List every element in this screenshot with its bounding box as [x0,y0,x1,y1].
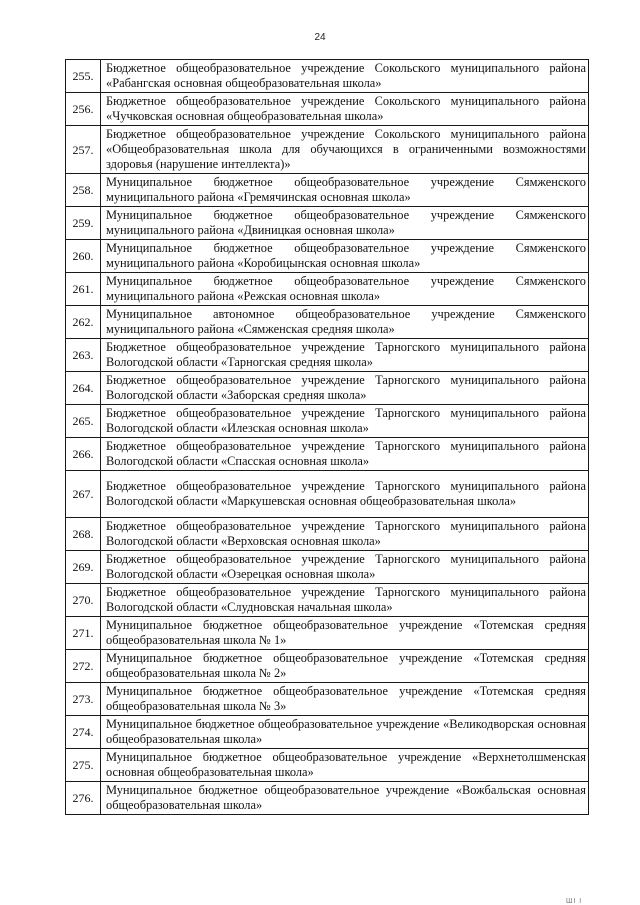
row-number: 271. [66,617,101,650]
scan-footer-mark: ШI I [566,898,583,905]
row-number: 261. [66,273,101,306]
row-number: 258. [66,174,101,207]
institution-name: Муниципальное бюджетное общеобразовательное учреждение «Великодворская основная общеобразовательная школа» [101,716,589,749]
row-number: 260. [66,240,101,273]
institution-name: Бюджетное общеобразовательное учреждение Тарногского муниципального района Вологодской области «Спасская основная школа» [101,438,589,471]
page-number: 24 [314,32,326,43]
row-number: 273. [66,683,101,716]
institution-name: Бюджетное общеобразовательное учреждение Сокольского муниципального района «Общеобразовательная школа для обучающихся в ограниченными возможностями здоровья (нарушение интеллекта)» [101,126,589,174]
table-row [66,650,589,683]
row-number: 267. [66,471,101,518]
table-row [66,438,589,471]
table-row [66,405,589,438]
table-row [66,584,589,617]
institution-name: Муниципальное бюджетное общеобразовательное учреждение «Тотемская средняя общеобразовательная школа № 3» [101,683,589,716]
institution-name: Муниципальное бюджетное общеобразовательное учреждение «Верхнетолшменская основная общеобразовательная школа» [101,749,589,782]
row-number: 275. [66,749,101,782]
row-number: 256. [66,93,101,126]
table-row [66,60,589,93]
table-row [66,207,589,240]
row-number: 268. [66,518,101,551]
table-row [66,174,589,207]
table-row [66,716,589,749]
institution-name: Бюджетное общеобразовательное учреждение Тарногского муниципального района Вологодской области «Слудновская начальная школа» [101,584,589,617]
table-row [66,240,589,273]
institution-name: Муниципальное бюджетное общеобразовательное учреждение «Тотемская средняя общеобразовательная школа № 2» [101,650,589,683]
row-number: 276. [66,782,101,815]
row-number: 269. [66,551,101,584]
row-number: 265. [66,405,101,438]
row-number: 264. [66,372,101,405]
row-number: 270. [66,584,101,617]
institution-name: Бюджетное общеобразовательное учреждение Тарногского муниципального района Вологодской области «Тарногская средняя школа» [101,339,589,372]
table-row [66,339,589,372]
row-number: 257. [66,126,101,174]
row-number: 262. [66,306,101,339]
table-row [66,518,589,551]
table-row [66,782,589,815]
institution-name: Муниципальное бюджетное общеобразовательное учреждение Сямженского муниципального района «Коробицынская основная школа» [101,240,589,273]
table-row [66,749,589,782]
institution-name: Муниципальное бюджетное общеобразовательное учреждение «Тотемская средняя общеобразовательная школа № 1» [101,617,589,650]
institution-name: Муниципальное бюджетное общеобразовательное учреждение Сямженского муниципального района «Гремячинская основная школа» [101,174,589,207]
registry-table [65,59,589,815]
table-row [66,273,589,306]
institution-name: Бюджетное общеобразовательное учреждение Тарногского муниципального района Вологодской области «Маркушевская основная общеобразовательная школа» [101,471,589,518]
table-row [66,683,589,716]
institution-name: Муниципальное бюджетное общеобразовательное учреждение «Вожбальская основная общеобразовательная школа» [101,782,589,815]
table-row [66,93,589,126]
institution-name: Муниципальное автономное общеобразовательное учреждение Сямженского муниципального района «Сямженская средняя школа» [101,306,589,339]
institution-name: Бюджетное общеобразовательное учреждение Сокольского муниципального района «Рабангская основная общеобразовательная школа» [101,60,589,93]
table-row [66,471,589,518]
row-number: 274. [66,716,101,749]
row-number: 272. [66,650,101,683]
table-row [66,126,589,174]
table-row [66,372,589,405]
institution-name: Бюджетное общеобразовательное учреждение Сокольского муниципального района «Чучковская основная общеобразовательная школа» [101,93,589,126]
institution-name: Бюджетное общеобразовательное учреждение Тарногского муниципального района Вологодской области «Верховская основная школа» [101,518,589,551]
institution-name: Бюджетное общеобразовательное учреждение Тарногского муниципального района Вологодской области «Озерецкая основная школа» [101,551,589,584]
table-row [66,617,589,650]
institution-name: Муниципальное бюджетное общеобразовательное учреждение Сямженского муниципального района «Режская основная школа» [101,273,589,306]
institution-name: Бюджетное общеобразовательное учреждение Тарногского муниципального района Вологодской области «Заборская средняя школа» [101,372,589,405]
row-number: 255. [66,60,101,93]
row-number: 259. [66,207,101,240]
institution-name: Муниципальное бюджетное общеобразовательное учреждение Сямженского муниципального района «Двиницкая основная школа» [101,207,589,240]
row-number: 266. [66,438,101,471]
institution-name: Бюджетное общеобразовательное учреждение Тарногского муниципального района Вологодской области «Илезская основная школа» [101,405,589,438]
table-row [66,306,589,339]
table-row [66,551,589,584]
row-number: 263. [66,339,101,372]
